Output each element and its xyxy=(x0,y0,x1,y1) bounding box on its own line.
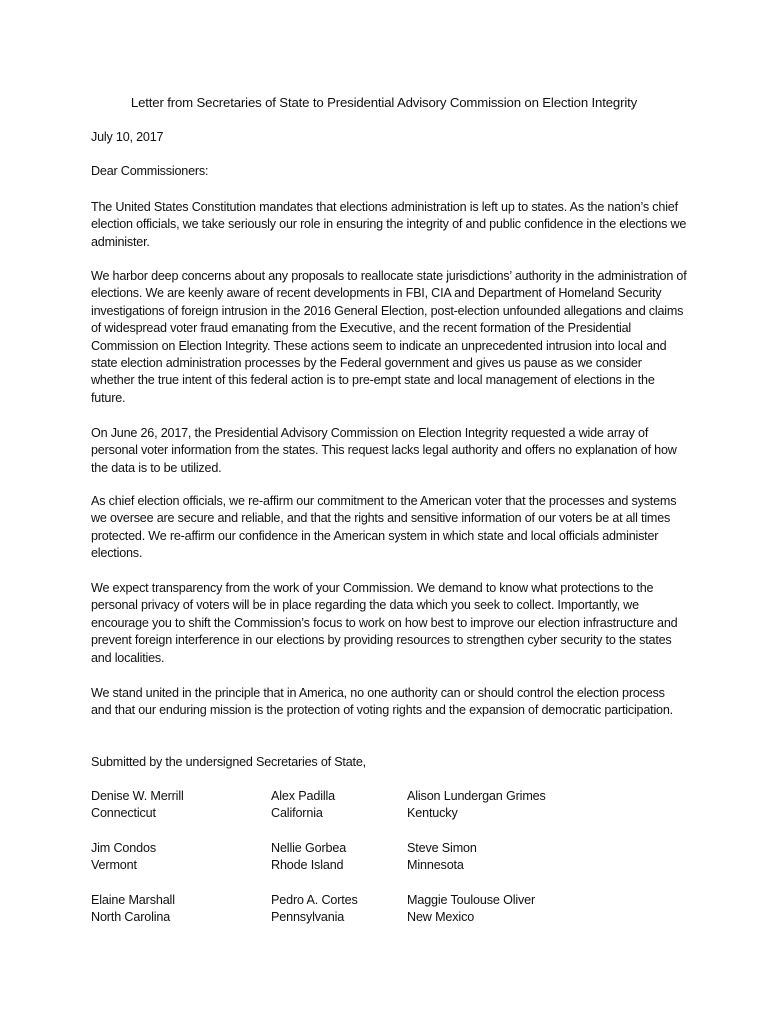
signatory xyxy=(91,788,184,823)
signatory xyxy=(271,788,335,823)
signatory-name: Elaine Marshall xyxy=(91,893,175,907)
closing-line: Submitted by the undersigned Secretaries of State, xyxy=(91,755,366,769)
paragraph-2: We harbor deep concerns about any proposals to reallocate state jurisdictions’ authority in the administration of elections. We are keenly aware of recent developments in FBI, CIA and Department of Homeland Security investigations of foreign intrusion in the 2016 General Election, post-election unfounded allegations and claims of widespread voter fraud emanating from the Executive, and the recent formation of the Presidential Commission on Election Integrity. These actions seem to indicate an unprecedented intrusion into local and state election administration processes by the Federal government and gives us pause as we consider whether the true intent of this federal action is to pre-empt state and local management of elections in the future. xyxy=(91,269,687,405)
signatory-name: Steve Simon xyxy=(407,841,477,855)
signatory xyxy=(407,892,535,927)
letter-date: July 10, 2017 xyxy=(91,130,164,144)
signatory xyxy=(407,788,546,823)
signatory-name: Alex Padilla xyxy=(271,789,336,803)
letter-title: Letter from Secretaries of State to Presidential Advisory Commission on Election Integrity xyxy=(130,95,638,110)
paragraph-5: We expect transparency from the work of your Commission. We demand to know what protections to the personal privacy of voters will be in place regarding the data which you seek to collect. Importantly, we encourage you to shift the Commission’s focus to work on how best to improve our election infrastructure and prevent foreign interference in our elections by providing resources to strengthen cyber security to the states and localities. xyxy=(91,581,678,665)
signatory-state: New Mexico xyxy=(407,910,475,925)
signatory-state: Kentucky xyxy=(407,806,458,821)
signatory-state: Vermont xyxy=(91,858,137,873)
signatory-state: Minnesota xyxy=(407,858,464,873)
signatory-state: Connecticut xyxy=(91,806,156,821)
signatory xyxy=(91,840,156,875)
signatory-state: California xyxy=(271,806,323,821)
signatory-state: Rhode Island xyxy=(271,858,344,873)
signatory-name: Maggie Toulouse Oliver xyxy=(407,893,536,907)
signatory xyxy=(271,892,358,927)
paragraph-1: The United States Constitution mandates that elections administration is left up to states. As the nation’s chief election officials, we take seriously our role in ensuring the integrity of and public confidence in the elections we administer. xyxy=(91,200,687,249)
paragraph-6: We stand united in the principle that in America, no one authority can or should control the election process and that our enduring mission is the protection of voting rights and the expansion of democratic participation. xyxy=(91,686,673,718)
signatory-state: North Carolina xyxy=(91,910,171,925)
signatory-name: Jim Condos xyxy=(91,841,156,855)
paragraph-3: On June 26, 2017, the Presidential Advisory Commission on Election Integrity requested a wide array of personal voter information from the states. This request lacks legal authority and offers no explanation of how the data is to be utilized. xyxy=(91,426,677,475)
signatory-name: Alison Lundergan Grimes xyxy=(407,789,546,803)
signatory-name: Nellie Gorbea xyxy=(271,841,347,855)
signatory xyxy=(271,840,346,875)
paragraph-4: As chief election officials, we re-affirm our commitment to the American voter that the processes and systems we oversee are secure and reliable, and that the rights and sensitive information of our voters be at all times protected. We re-affirm our confidence in the American system in which state and local officials administer elections. xyxy=(91,494,677,561)
signatory xyxy=(407,840,477,875)
signatory-name: Denise W. Merrill xyxy=(91,789,184,803)
signatory-name: Pedro A. Cortes xyxy=(271,893,358,907)
salutation: Dear Commissioners: xyxy=(91,164,209,178)
signatory-state: Pennsylvania xyxy=(271,910,345,925)
signatory xyxy=(91,892,175,927)
